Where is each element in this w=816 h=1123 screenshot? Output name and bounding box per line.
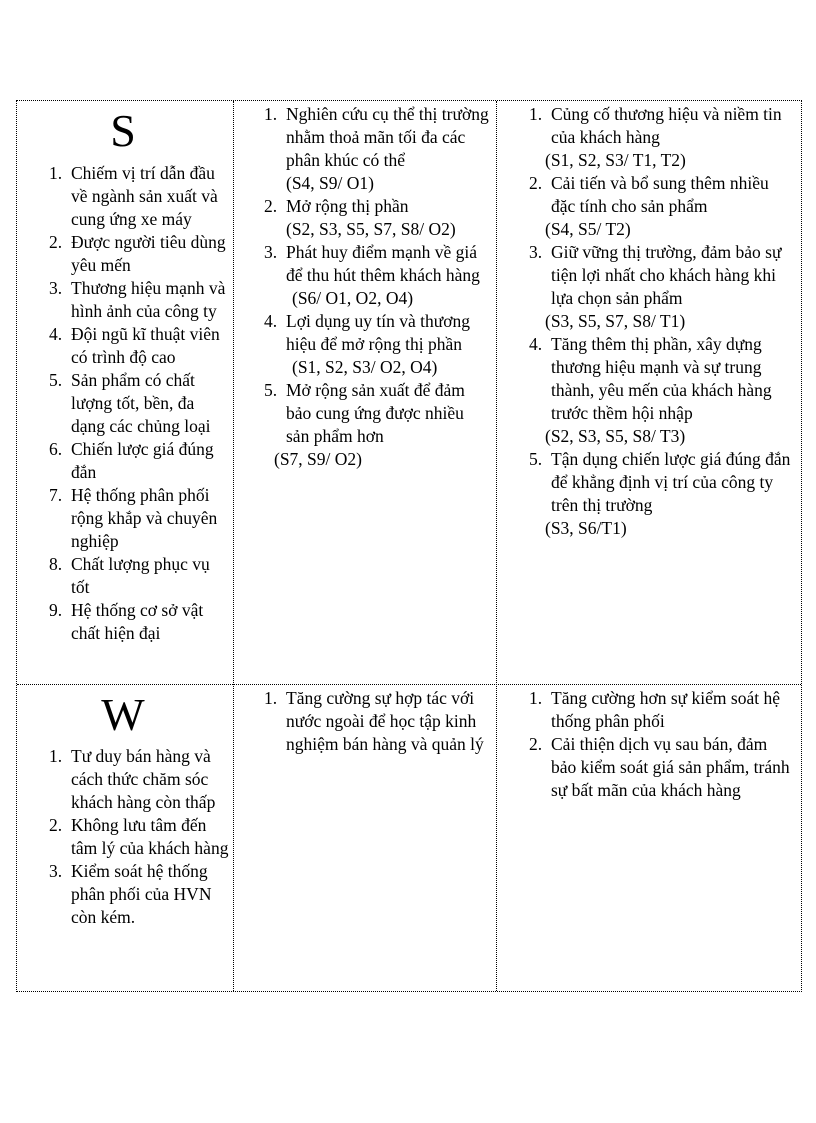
wt-strategies-list <box>529 687 795 802</box>
wt-strategies-cell <box>497 687 801 989</box>
list-item: 2. Cải tiến và bổ sung thêm nhiều đặc tính cho sản phẩm (S4, S5/ T2) <box>529 173 769 239</box>
list-item: 8. Chất lượng phục vụ tốt <box>49 554 210 597</box>
list-item: 5. Tận dụng chiến lược giá đúng đắn để khẳng định vị trí của công ty trên thị trường (S3, S6/T1) <box>529 449 791 538</box>
list-item: 2. Cải thiện dịch vụ sau bán, đảm bảo kiểm soát giá sản phẩm, tránh sự bất mãn của khách hàng <box>529 734 790 800</box>
weaknesses-list <box>49 745 229 929</box>
st-strategies-cell <box>497 103 801 683</box>
weaknesses-cell <box>17 687 233 989</box>
list-item: 1. Củng cố thương hiệu và niềm tin của khách hàng (S1, S2, S3/ T1, T2) <box>529 104 782 170</box>
list-item: 4. Lợi dụng uy tín và thương hiệu để mở rộng thị phần (S1, S2, S3/ O2, O4) <box>264 311 471 377</box>
list-item: 4. Tăng thêm thị phần, xây dựng thương hiệu mạnh và sự trung thành, yêu mến của khách hàng trước thềm hội nhập (S2, S3, S5, S8/ T3) <box>529 334 772 446</box>
list-item: 1. Nghiên cứu cụ thể thị trường nhằm thoả mãn tối đa các phân khúc có thể (S4, S9/ O1) <box>264 104 489 193</box>
list-item: 1. Tư duy bán hàng và cách thức chăm sóc khách hàng còn thấp <box>49 746 216 812</box>
swot-table <box>16 100 802 992</box>
list-item: 3. Giữ vững thị trường, đảm bảo sự tiện lợi nhất cho khách hàng khi lựa chọn sản phẩm (S3, S5, S7, S8/ T1) <box>529 242 782 331</box>
so-strategies-list <box>264 103 490 471</box>
so-strategies-cell <box>234 103 496 683</box>
list-item: 1. Tăng cường hơn sự kiểm soát hệ thống phân phối <box>529 688 780 731</box>
list-item: 2. Không lưu tâm đến tâm lý của khách hàng <box>49 815 229 858</box>
list-item: 1. Chiếm vị trí dẫn đầu về ngành sản xuất và cung ứng xe máy <box>49 163 218 229</box>
list-item: 1. Tăng cường sự hợp tác với nước ngoài để học tập kinh nghiệm bán hàng và quản lý <box>264 688 484 754</box>
row-divider <box>17 684 801 685</box>
st-strategies-list <box>529 103 795 540</box>
list-item: 2. Mở rộng thị phần (S2, S3, S5, S7, S8/ O2) <box>264 196 456 239</box>
strengths-list <box>49 162 229 645</box>
list-item: 3. Thương hiệu mạnh và hình ảnh của công ty <box>49 278 226 321</box>
wo-strategies-list <box>264 687 490 756</box>
list-item: 9. Hệ thống cơ sở vật chất hiện đại <box>49 600 204 643</box>
weaknesses-letter: W <box>101 689 145 740</box>
list-item: 5. Mở rộng sản xuất để đảm bảo cung ứng được nhiều sản phẩm hơn (S7, S9/ O2) <box>264 380 465 469</box>
list-item: 7. Hệ thống phân phối rộng khắp và chuyên nghiệp <box>49 485 218 551</box>
list-item: 4. Đội ngũ kĩ thuật viên có trình độ cao <box>49 324 220 367</box>
list-item: 3. Phát huy điểm mạnh về giá để thu hút thêm khách hàng (S6/ O1, O2, O4) <box>264 242 480 308</box>
list-item: 3. Kiểm soát hệ thống phân phối của HVN còn kém. <box>49 861 212 927</box>
list-item: 5. Sản phẩm có chất lượng tốt, bền, đa dạng các chủng loại <box>49 370 211 436</box>
list-item: 2. Được người tiêu dùng yêu mến <box>49 232 226 275</box>
strengths-cell <box>17 103 233 683</box>
list-item: 6. Chiến lược giá đúng đắn <box>49 439 214 482</box>
strengths-letter: S <box>110 105 136 156</box>
wo-strategies-cell <box>234 687 496 989</box>
